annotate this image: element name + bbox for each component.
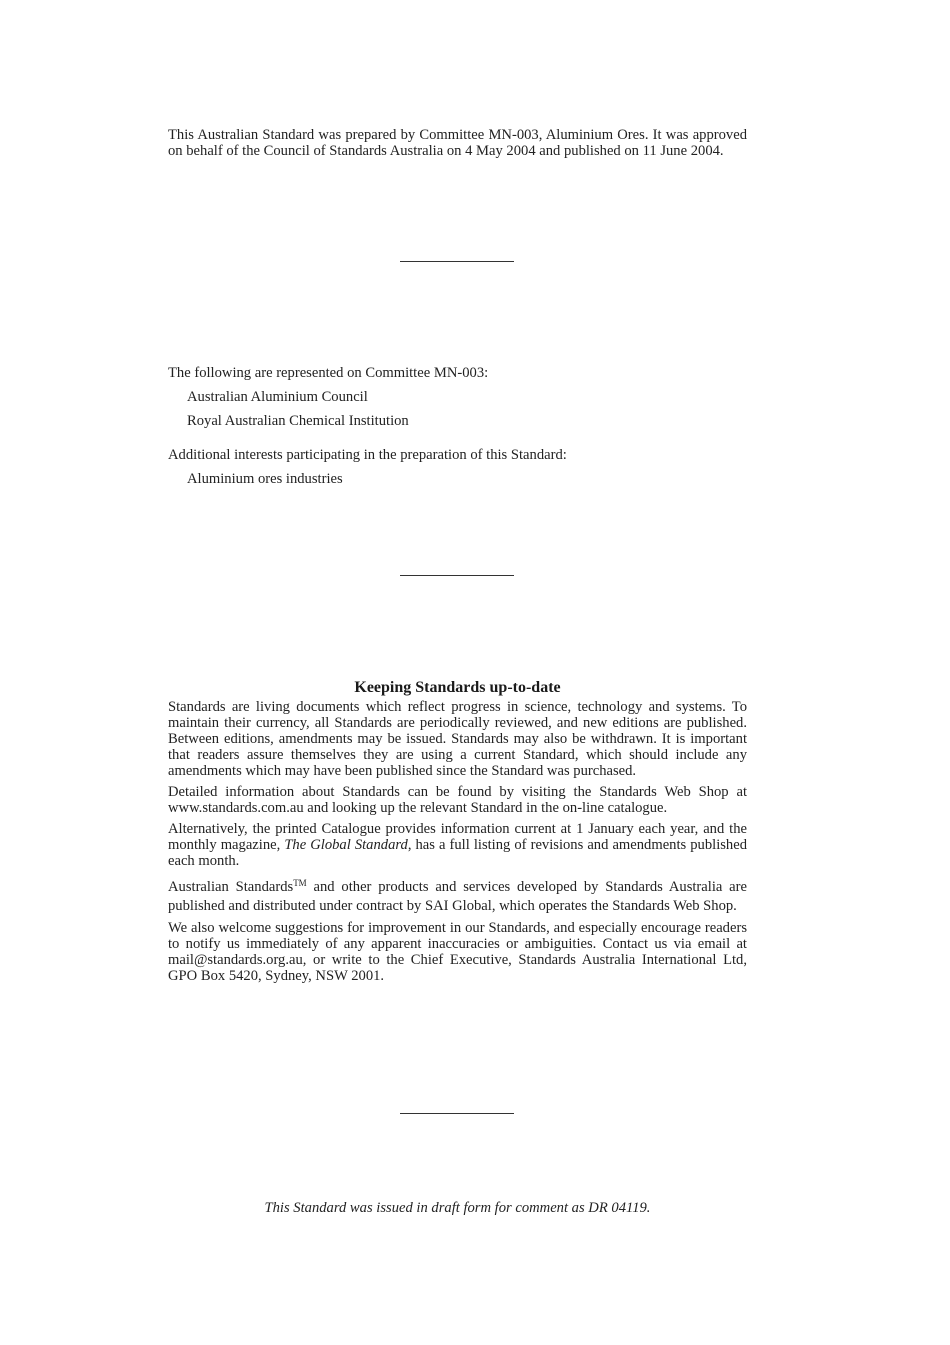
paragraph-text: and other products and services developed by Standards Australia are published and distributed under contract by SAI Global, which operates the Standards Web Shop.: [168, 879, 748, 914]
keeping-paragraph-5: We also welcome suggestions for improvement in our Standards, and especially encourage readers to notify us immediately of any apparent inaccuracies or ambiguities. Contact us via email at mail@standards.org.au, or write to the Chief Executive, Standards Australia International Ltd, GPO Box 5420, Sydney, NSW 2001.: [168, 920, 747, 984]
keeping-paragraph-3: [168, 821, 747, 869]
paragraph-text: , has a full listing of revisions and amendments published each month.: [168, 837, 747, 869]
additional-interest-item: Aluminium ores industries: [187, 471, 343, 487]
paragraph-text: Australian Standards: [168, 879, 294, 895]
committee-section: [168, 365, 747, 487]
committee-member-list: [168, 389, 747, 429]
committee-member: Australian Aluminium Council: [187, 389, 368, 405]
trademark-symbol: TM: [293, 878, 307, 888]
additional-interests-heading: Additional interests participating in the preparation of this Standard:: [168, 447, 567, 463]
draft-note: This Standard was issued in draft form for comment as DR 04119.: [264, 1200, 651, 1216]
committee-heading: The following are represented on Committee MN-003:: [168, 365, 489, 381]
magazine-title: The Global Standard: [284, 837, 408, 853]
keeping-paragraph-4: [168, 874, 747, 915]
paragraph-text: Alternatively, the printed Catalogue provides information current at 1 January each year, and the monthly magazine,: [168, 821, 747, 853]
keeping-standards-section: [168, 679, 747, 989]
divider-rule: [400, 1113, 514, 1114]
committee-member: Royal Australian Chemical Institution: [187, 413, 409, 429]
keeping-standards-title: Keeping Standards up-to-date: [354, 679, 561, 696]
keeping-paragraph-2: Detailed information about Standards can be found by visiting the Standards Web Shop at www.standards.com.au and looking up the relevant Standard in the on-line catalogue.: [168, 784, 747, 816]
keeping-paragraph-1: Standards are living documents which reflect progress in science, technology and systems. To maintain their currency, all Standards are periodically reviewed, and new editions are published. Between editions, amendments may be issued. Standards may also be withdrawn. It is important that readers assure themselves they are using a current Standard, which should include any amendments which may have been published since the Standard was purchased.: [168, 699, 747, 779]
approval-statement: This Australian Standard was prepared by Committee MN-003, Aluminium Ores. It was approved on behalf of the Council of Standards Australia on 4 May 2004 and published on 11 June 2004.: [168, 127, 747, 159]
additional-interests-list: [168, 471, 747, 487]
divider-rule: [400, 575, 514, 576]
divider-rule: [400, 261, 514, 262]
